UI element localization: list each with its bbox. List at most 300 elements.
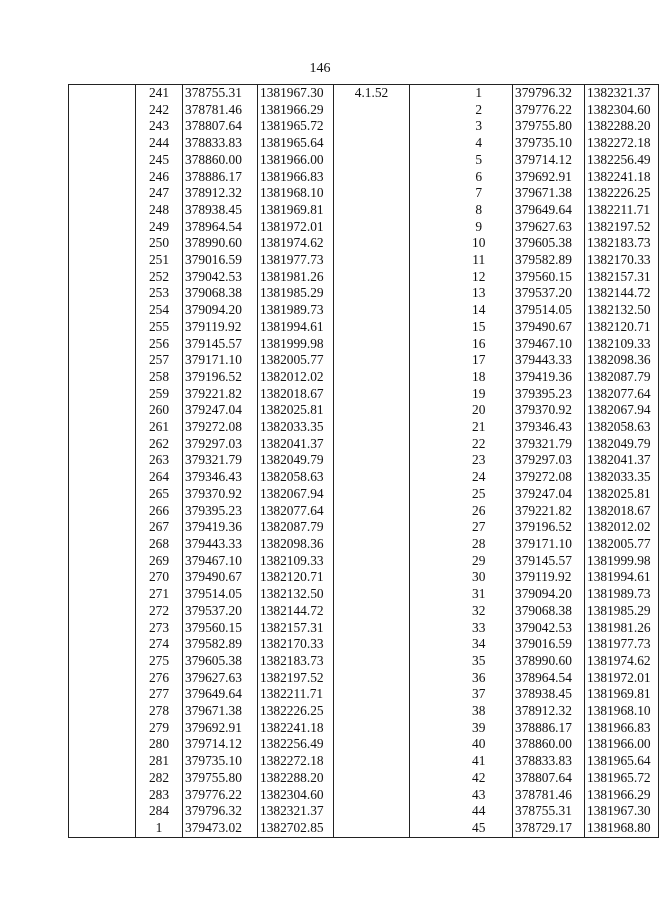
x-coordinate-cell: 379042.53 [183,269,258,286]
section-label-cell [334,386,410,403]
x-coordinate-cell: 378938.45 [183,202,258,219]
y-coordinate-cell: 1382170.33 [258,636,334,653]
table-row [69,386,659,403]
section-label-cell [334,419,410,436]
table-row [69,686,659,703]
x-coordinate-cell: 378755.31 [513,803,585,820]
point-number-cell: 31 [472,586,486,602]
point-number-cell: 30 [472,569,486,585]
y-coordinate-cell: 1381985.29 [585,603,659,620]
table-row [69,219,659,236]
y-coordinate-cell: 1382144.72 [258,603,334,620]
table-row [69,235,659,252]
table-row [69,503,659,520]
table-row [69,670,659,687]
y-coordinate-cell: 1382144.72 [585,285,659,302]
table-row [69,202,659,219]
y-coordinate-cell: 1381966.00 [585,736,659,753]
point-number-cell: 34 [472,636,486,652]
x-coordinate-cell: 379796.32 [183,803,258,820]
object-cell [69,269,136,286]
table-row [69,102,659,119]
table-row [69,169,659,186]
table-row [69,553,659,570]
point-number-cell: 243 [136,118,183,135]
x-coordinate-cell: 379473.02 [183,820,258,837]
point-number-cell: 256 [136,336,183,353]
table-row [69,452,659,469]
y-coordinate-cell: 1382197.52 [258,670,334,687]
table-row [69,319,659,336]
section-label-cell [334,202,410,219]
table-row [69,419,659,436]
object-cell [69,285,136,302]
spacer-cell [410,569,446,586]
y-coordinate-cell: 1382041.37 [258,436,334,453]
object-cell [69,436,136,453]
point-number-cell: 24 [472,469,486,485]
section-label-cell [334,603,410,620]
point-number-cell: 253 [136,285,183,302]
spacer-cell [410,319,446,336]
x-coordinate-cell: 379776.22 [183,787,258,804]
object-cell [69,770,136,787]
point-number-cell: 284 [136,803,183,820]
section-label-cell [334,118,410,135]
section-label-cell [334,452,410,469]
table-row [69,736,659,753]
section-label-cell [334,352,410,369]
x-coordinate-cell: 379514.05 [183,586,258,603]
x-coordinate-cell: 378886.17 [513,720,585,737]
table-row [69,720,659,737]
spacer-cell [410,603,446,620]
point-number-cell: 264 [136,469,183,486]
spacer-cell [410,369,446,386]
table-row [69,269,659,286]
spacer-cell [410,135,446,152]
y-coordinate-cell: 1381999.98 [258,336,334,353]
point-number-cell: 279 [136,720,183,737]
x-coordinate-cell: 379714.12 [183,736,258,753]
point-number-cell: 19 [472,385,486,401]
point-number-cell: 23 [472,452,486,468]
point-number-cell: 267 [136,519,183,536]
point-number-cell: 271 [136,586,183,603]
x-coordinate-cell: 379272.08 [513,469,585,486]
section-label-cell [334,670,410,687]
spacer-cell [410,402,446,419]
point-number-cell: 241 [136,85,183,102]
point-number-cell: 244 [136,135,183,152]
x-coordinate-cell: 379272.08 [183,419,258,436]
point-number-cell: 35 [472,652,486,668]
spacer-cell [410,803,446,820]
y-coordinate-cell: 1381989.73 [585,586,659,603]
x-coordinate-cell: 379145.57 [513,553,585,570]
x-coordinate-cell: 379560.15 [513,269,585,286]
object-cell [69,402,136,419]
object-cell [69,736,136,753]
point-number-cell: 246 [136,169,183,186]
x-coordinate-cell: 379221.82 [183,386,258,403]
x-coordinate-cell: 379560.15 [183,620,258,637]
y-coordinate-cell: 1381985.29 [258,285,334,302]
spacer-cell [410,486,446,503]
spacer-cell [410,169,446,186]
spacer-cell [410,469,446,486]
spacer-cell [410,820,446,837]
point-number-cell: 14 [472,302,486,318]
y-coordinate-cell: 1382321.37 [258,803,334,820]
table-row [69,436,659,453]
section-label-cell [334,402,410,419]
spacer-cell [410,436,446,453]
point-number-cell: 12 [472,268,486,284]
spacer-cell [410,736,446,753]
section-label-cell [334,169,410,186]
table-row [69,586,659,603]
table-row [69,703,659,720]
y-coordinate-cell: 1382025.81 [585,486,659,503]
y-coordinate-cell: 1381969.81 [258,202,334,219]
y-coordinate-cell: 1382256.49 [585,152,659,169]
section-label-cell [334,469,410,486]
x-coordinate-cell: 378807.64 [183,118,258,135]
x-coordinate-cell: 379692.91 [183,720,258,737]
table-row [69,486,659,503]
y-coordinate-cell: 1381967.30 [585,803,659,820]
spacer-cell [410,553,446,570]
y-coordinate-cell: 1382183.73 [258,653,334,670]
y-coordinate-cell: 1382241.18 [258,720,334,737]
point-number-cell: 249 [136,219,183,236]
x-coordinate-cell: 379119.92 [183,319,258,336]
y-coordinate-cell: 1382058.63 [258,469,334,486]
spacer-cell [410,586,446,603]
y-coordinate-cell: 1381974.62 [585,653,659,670]
x-coordinate-cell: 379016.59 [183,252,258,269]
section-label-cell [334,102,410,119]
point-number-cell: 273 [136,620,183,637]
point-number-cell: 28 [472,535,486,551]
table-row [69,787,659,804]
spacer-cell [410,152,446,169]
x-coordinate-cell: 379735.10 [513,135,585,152]
x-coordinate-cell: 379196.52 [183,369,258,386]
object-cell [69,369,136,386]
y-coordinate-cell: 1382025.81 [258,402,334,419]
section-label-cell [334,185,410,202]
y-coordinate-cell: 1381966.83 [585,720,659,737]
object-cell [69,787,136,804]
point-number-cell: 268 [136,536,183,553]
spacer-cell [410,419,446,436]
spacer-cell [410,352,446,369]
x-coordinate-cell: 378964.54 [183,219,258,236]
point-number-cell: 33 [472,619,486,635]
y-coordinate-cell: 1381981.26 [585,620,659,637]
point-number-cell: 39 [472,719,486,735]
y-coordinate-cell: 1381974.62 [258,235,334,252]
point-number-cell: 252 [136,269,183,286]
section-label-cell [334,152,410,169]
x-coordinate-cell: 379247.04 [513,486,585,503]
section-label-cell [334,302,410,319]
y-coordinate-cell: 1381994.61 [258,319,334,336]
point-number-cell: 254 [136,302,183,319]
x-coordinate-cell: 379247.04 [183,402,258,419]
point-number-cell: 32 [472,602,486,618]
spacer-cell [410,686,446,703]
x-coordinate-cell: 379042.53 [513,620,585,637]
point-number-cell: 29 [472,552,486,568]
point-number-cell: 45 [446,820,513,837]
y-coordinate-cell: 1382005.77 [258,352,334,369]
y-coordinate-cell: 1382067.94 [585,402,659,419]
point-number-cell: 283 [136,787,183,804]
object-cell [69,319,136,336]
table-row [69,469,659,486]
table-row [69,152,659,169]
x-coordinate-cell: 379321.79 [513,436,585,453]
spacer-cell [410,386,446,403]
object-cell [69,753,136,770]
x-coordinate-cell: 378990.60 [513,653,585,670]
object-cell [69,703,136,720]
x-coordinate-cell: 379094.20 [513,586,585,603]
table-row [69,803,659,820]
point-number-cell: 26 [472,502,486,518]
section-label-cell [334,219,410,236]
y-coordinate-cell: 1381968.10 [585,703,659,720]
spacer-cell [410,653,446,670]
y-coordinate-cell: 1382012.02 [258,369,334,386]
section-label-cell [334,720,410,737]
object-cell [69,152,136,169]
point-number-cell: 251 [136,252,183,269]
y-coordinate-cell: 1381972.01 [258,219,334,236]
y-coordinate-cell: 1382197.52 [585,219,659,236]
point-number-cell: 22 [472,435,486,451]
point-number-cell: 4 [475,135,483,151]
y-coordinate-cell: 1382087.79 [585,369,659,386]
section-label-cell [334,319,410,336]
point-number-cell: 248 [136,202,183,219]
x-coordinate-cell: 379582.89 [513,252,585,269]
x-coordinate-cell: 379671.38 [513,185,585,202]
point-number-cell: 255 [136,319,183,336]
y-coordinate-cell: 1382098.36 [258,536,334,553]
object-cell [69,386,136,403]
y-coordinate-cell: 1381999.98 [585,553,659,570]
x-coordinate-cell: 379649.64 [183,686,258,703]
y-coordinate-cell: 1381994.61 [585,569,659,586]
object-cell [69,135,136,152]
x-coordinate-cell: 379514.05 [513,302,585,319]
section-label-cell [334,736,410,753]
object-cell [69,486,136,503]
spacer-cell [410,787,446,804]
y-coordinate-cell: 1382033.35 [258,419,334,436]
object-cell [69,686,136,703]
x-coordinate-cell: 379145.57 [183,336,258,353]
y-coordinate-cell: 1382132.50 [258,586,334,603]
object-cell [69,235,136,252]
section-label-cell [334,285,410,302]
y-coordinate-cell: 1381965.64 [258,135,334,152]
section-label-cell [334,336,410,353]
y-coordinate-cell: 1382067.94 [258,486,334,503]
x-coordinate-cell: 379068.38 [183,285,258,302]
point-number-cell: 262 [136,436,183,453]
y-coordinate-cell: 1382120.71 [585,319,659,336]
section-label-cell [334,553,410,570]
y-coordinate-cell: 1382077.64 [585,386,659,403]
y-coordinate-cell: 1382226.25 [585,185,659,202]
table-row [69,770,659,787]
x-coordinate-cell: 379649.64 [513,202,585,219]
y-coordinate-cell: 1382012.02 [585,519,659,536]
x-coordinate-cell: 379321.79 [183,452,258,469]
section-label-cell [334,519,410,536]
point-number-cell: 259 [136,386,183,403]
y-coordinate-cell: 1382049.79 [585,436,659,453]
spacer-cell [410,202,446,219]
table-row [69,135,659,152]
point-number-cell: 42 [472,769,486,785]
object-cell [69,469,136,486]
object-cell [69,636,136,653]
y-coordinate-cell: 1381972.01 [585,670,659,687]
section-label-cell [334,503,410,520]
section-label-cell [334,820,410,837]
object-cell [69,352,136,369]
y-coordinate-cell: 1382077.64 [258,503,334,520]
spacer-cell [410,720,446,737]
point-number-cell: 8 [475,201,483,217]
x-coordinate-cell: 378729.17 [513,820,585,837]
x-coordinate-cell: 378833.83 [183,135,258,152]
x-coordinate-cell: 379346.43 [513,419,585,436]
point-number-cell: 260 [136,402,183,419]
point-number-cell: 43 [472,786,486,802]
spacer-cell [410,219,446,236]
y-coordinate-cell: 1382304.60 [585,102,659,119]
point-number-cell: 242 [136,102,183,119]
object-cell [69,419,136,436]
x-coordinate-cell: 379714.12 [513,152,585,169]
x-coordinate-cell: 379395.23 [513,386,585,403]
y-coordinate-cell: 1382241.18 [585,169,659,186]
y-coordinate-cell: 1381969.81 [585,686,659,703]
object-cell [69,452,136,469]
x-coordinate-cell: 378912.32 [513,703,585,720]
x-coordinate-cell: 379016.59 [513,636,585,653]
object-cell [69,586,136,603]
point-number-cell: 36 [472,669,486,685]
x-coordinate-cell: 379796.32 [513,85,585,102]
x-coordinate-cell: 379419.36 [513,369,585,386]
y-coordinate-cell: 1382272.18 [258,753,334,770]
point-number-cell: 269 [136,553,183,570]
y-coordinate-cell: 1382033.35 [585,469,659,486]
y-coordinate-cell: 1381965.72 [585,770,659,787]
table-row [69,636,659,653]
x-coordinate-cell: 379297.03 [513,452,585,469]
y-coordinate-cell: 1381965.72 [258,118,334,135]
point-number-cell: 44 [472,803,486,819]
x-coordinate-cell: 379443.33 [513,352,585,369]
object-cell [69,219,136,236]
y-coordinate-cell: 1382132.50 [585,302,659,319]
y-coordinate-cell: 1382018.67 [258,386,334,403]
x-coordinate-cell: 379692.91 [513,169,585,186]
section-label-cell [334,653,410,670]
x-coordinate-cell: 379537.20 [513,285,585,302]
point-number-cell: 41 [472,753,486,769]
point-number-cell: 245 [136,152,183,169]
y-coordinate-cell: 1382304.60 [258,787,334,804]
x-coordinate-cell: 379443.33 [183,536,258,553]
point-number-cell: 9 [475,218,483,234]
x-coordinate-cell: 378860.00 [513,736,585,753]
point-number-cell: 263 [136,452,183,469]
point-number-cell: 280 [136,736,183,753]
point-number-cell: 3 [475,118,483,134]
spacer-cell [410,753,446,770]
spacer-cell [410,252,446,269]
point-number-cell: 282 [136,770,183,787]
point-number-cell: 5 [475,151,483,167]
x-coordinate-cell: 378781.46 [513,787,585,804]
section-label-cell [334,269,410,286]
point-number-cell: 27 [472,519,486,535]
point-number-cell: 265 [136,486,183,503]
object-cell [69,720,136,737]
object-cell [69,653,136,670]
point-number-cell: 250 [136,235,183,252]
object-cell [69,569,136,586]
y-coordinate-cell: 1381977.73 [585,636,659,653]
object-cell [69,553,136,570]
y-coordinate-cell: 1382058.63 [585,419,659,436]
object-cell [69,536,136,553]
object-cell [69,803,136,820]
table-row [69,653,659,670]
point-number-cell: 276 [136,670,183,687]
point-number-cell: 40 [472,736,486,752]
section-label-cell [334,436,410,453]
point-number-cell: 15 [472,318,486,334]
x-coordinate-cell: 379171.10 [183,352,258,369]
y-coordinate-cell: 1381967.30 [258,85,334,102]
x-coordinate-cell: 379735.10 [183,753,258,770]
point-number-cell: 37 [472,686,486,702]
x-coordinate-cell: 379068.38 [513,603,585,620]
section-label-cell [334,620,410,637]
page-number: 146 [309,61,331,76]
section-label-cell [334,486,410,503]
section-label-cell [334,135,410,152]
table-row [69,369,659,386]
x-coordinate-cell: 378833.83 [513,753,585,770]
y-coordinate-cell: 1382041.37 [585,452,659,469]
x-coordinate-cell: 379419.36 [183,519,258,536]
y-coordinate-cell: 1381968.10 [258,185,334,202]
x-coordinate-cell: 379490.67 [183,569,258,586]
section-label-cell [334,586,410,603]
